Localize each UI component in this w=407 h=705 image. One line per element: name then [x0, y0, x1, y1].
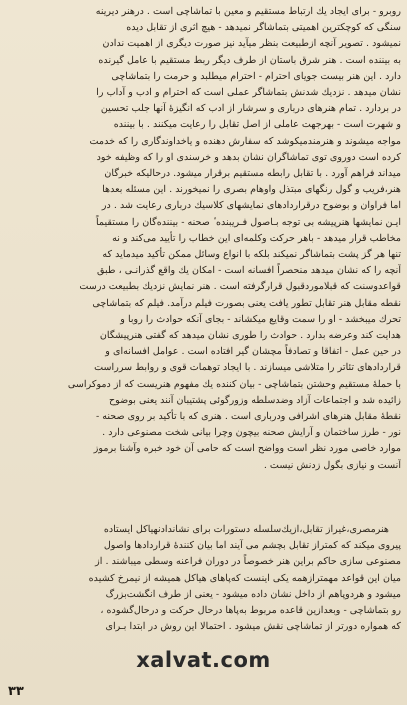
- text-line: نور - طرز ساختمان و آرایش صحنه بیچون وچرا بیانی شخت مصنوعی دارد .: [102, 427, 401, 439]
- text-line: که همواره دورتر از تماشاچی نقش میشود . احتمالا این روش در ابتدا بـرای: [105, 621, 401, 633]
- text-line: هنرمصری،غیراز تقابل،ازیك‌سلسله دستورات برای نشاندادنهیاكل ایستاده: [103, 524, 389, 535]
- text-line: نمیشود . تصویر آنچه ازطبیعت بنظر میآید نیز صورت دیگری از اهمیت ندادن: [102, 38, 401, 50]
- text-line: دارد . این هنر بیست جویای احترام - احترام میطلبد و حرمت را بتماشاچی: [111, 70, 401, 82]
- text-line: نقطه مقابل هنر تقابل تطور یافت یعنی بصورت فیلم درآمد. فیلم که بتماشاچی: [92, 297, 401, 309]
- text-line: سنگی که کوچکترین اهمیتی بتماشاگر نمیدهد - هیچ اثری از تقابل دیده: [126, 22, 401, 34]
- text-line: نقطهٔ مقابل هنرهای اشرافی ودرباری است . هنری که با تأکید بر روی صحنه -: [95, 411, 401, 423]
- text-line: نشان میدهد . نزدیك شدنش بتماشاگر عملی است که احترام و ادب و آداب را: [96, 87, 401, 99]
- text-line: کرده است دوروی توی تماشاگران نشان بدهد و خرسندی او را که وظیفه خود: [96, 151, 401, 163]
- text-line: تنها هر گز پشت بتماشاگر نمیکند بلکه با انواع وسائل ممکن تأکید میدماید که: [102, 249, 401, 261]
- text-line: به بیننده است . هنر شرق باستان از طرف دیگر ربط مستقیم با عامل گیرنده: [98, 54, 401, 66]
- text-line: میشود و هردوپاهم از داخل نشان داده میشود - یعنی از طرف انگشت‌بزرگ: [105, 588, 401, 600]
- text-line: ایـن نمایشها هنرپیشه بی توجه بـاصول فـریبنده ٔ صحنه - بیننده‌گان را مستقیماً: [95, 216, 401, 228]
- text-line: هدایت کند وعرضه بدارد . حوادث را طوری نشان میدهد که گفتی هنرپیشگان: [99, 330, 401, 342]
- text-line: مواجه میشوند و هنرمندمیکوشد که سفارش دهنده و یاخداوندگاری را که خدمت: [89, 135, 401, 147]
- watermark: xalvat.com: [136, 648, 271, 672]
- text-line: هنر،فریب و گول رنگهای مبتذل واوهام بصری را نمیخورند . این مسئله بعدها: [102, 184, 401, 196]
- text-line: تحرك میبخشد - او را سمت وقایع میکشاند - بجای آنکه حوادث را روبا و: [120, 313, 401, 325]
- text-line: قراردادهای تئاتر را متلاشی میسازند . با ایجاد توهمات قوی و روابط سرراست: [94, 362, 401, 374]
- text-line: مخاطب قرار میدهد - باهر حرکت وکلمه‌ای این خطاب را تأیید می‌کند و نه: [112, 232, 401, 244]
- text-line: مصنوعی سازی حاکم براین هنر خصوصاً در دوران فراعنه وسطی میباشند . از: [95, 556, 401, 568]
- text-line: اما فراوان و بوضوح درقراردادهای نمایشهای کلاسیك درباری رعایت شد . در: [101, 200, 401, 212]
- text-line: میان این قواعد مهمترازهمه یکی اینست که‌پاهای هیاکل همیشه از نیمرخ کشیده: [88, 572, 401, 584]
- text-line: قواعدوسنت که قبلاموردقبول قرارگرفته است . هنر نمایش نزدیك بطبیعت درست: [79, 281, 401, 293]
- text-line: در حین عمل - اتفاقا و تصادفاً مچشان گیر افتاده است . عوامل افسانه‌ای و: [105, 346, 401, 358]
- text-line: زائیده شد و اجتماعات آزاد وضدسلطه وزورگوئی پشتیبان آنند یعنی بوضوح: [108, 394, 401, 406]
- text-line: و شهرت است - بهرجهت عاملی از اصل تقابل را رعایت میکنند . با بیننده: [113, 119, 401, 131]
- text-line: روبرو - برای ایجاد یك ارتباط مستقیم و معین با تماشاچی است . درهنر دیرینه: [95, 6, 401, 17]
- paragraph-1: [8, 4, 401, 474]
- page-number: ۳۳: [8, 684, 24, 699]
- paragraph-2: [8, 522, 401, 635]
- text-line: در بردارد . تمام هنرهای درباری و سرشار از ادب که انگیزهٔ آنها جلب تحسین: [100, 103, 401, 115]
- text-line: میداند فراهم آورد . با تقابل رابطه مستقیم برقرار میشود. درحالیکه خبرگان: [104, 168, 401, 180]
- text-line: آنست و نیازی بگول زدنش نیست .: [263, 459, 401, 471]
- text-line: آنچه را که نشان میدهد منحصراً افسانه است - امکان یك واقع گذرانـی ، طبق: [97, 265, 401, 277]
- text-line: پیروی میکند که کمتراز تقابل بچشم می آیند اما بیان کنندهٔ قراردادها واصول: [103, 540, 401, 552]
- text-line: رو بتماشاچی - وبعدازین قاعده مربوط به‌پاها درحال حرکت و درحال‌گشوده ،: [100, 605, 401, 617]
- text-line: با حملهٔ مستقیم وحشتن بتماشاچی - بیان کننده یك مفهوم هنریست که از دموکراسی: [67, 378, 401, 390]
- text-line: موارد خاصی مورد نظر است وواضح است که حامی آن خود خبره وآشنا برموز: [93, 443, 401, 455]
